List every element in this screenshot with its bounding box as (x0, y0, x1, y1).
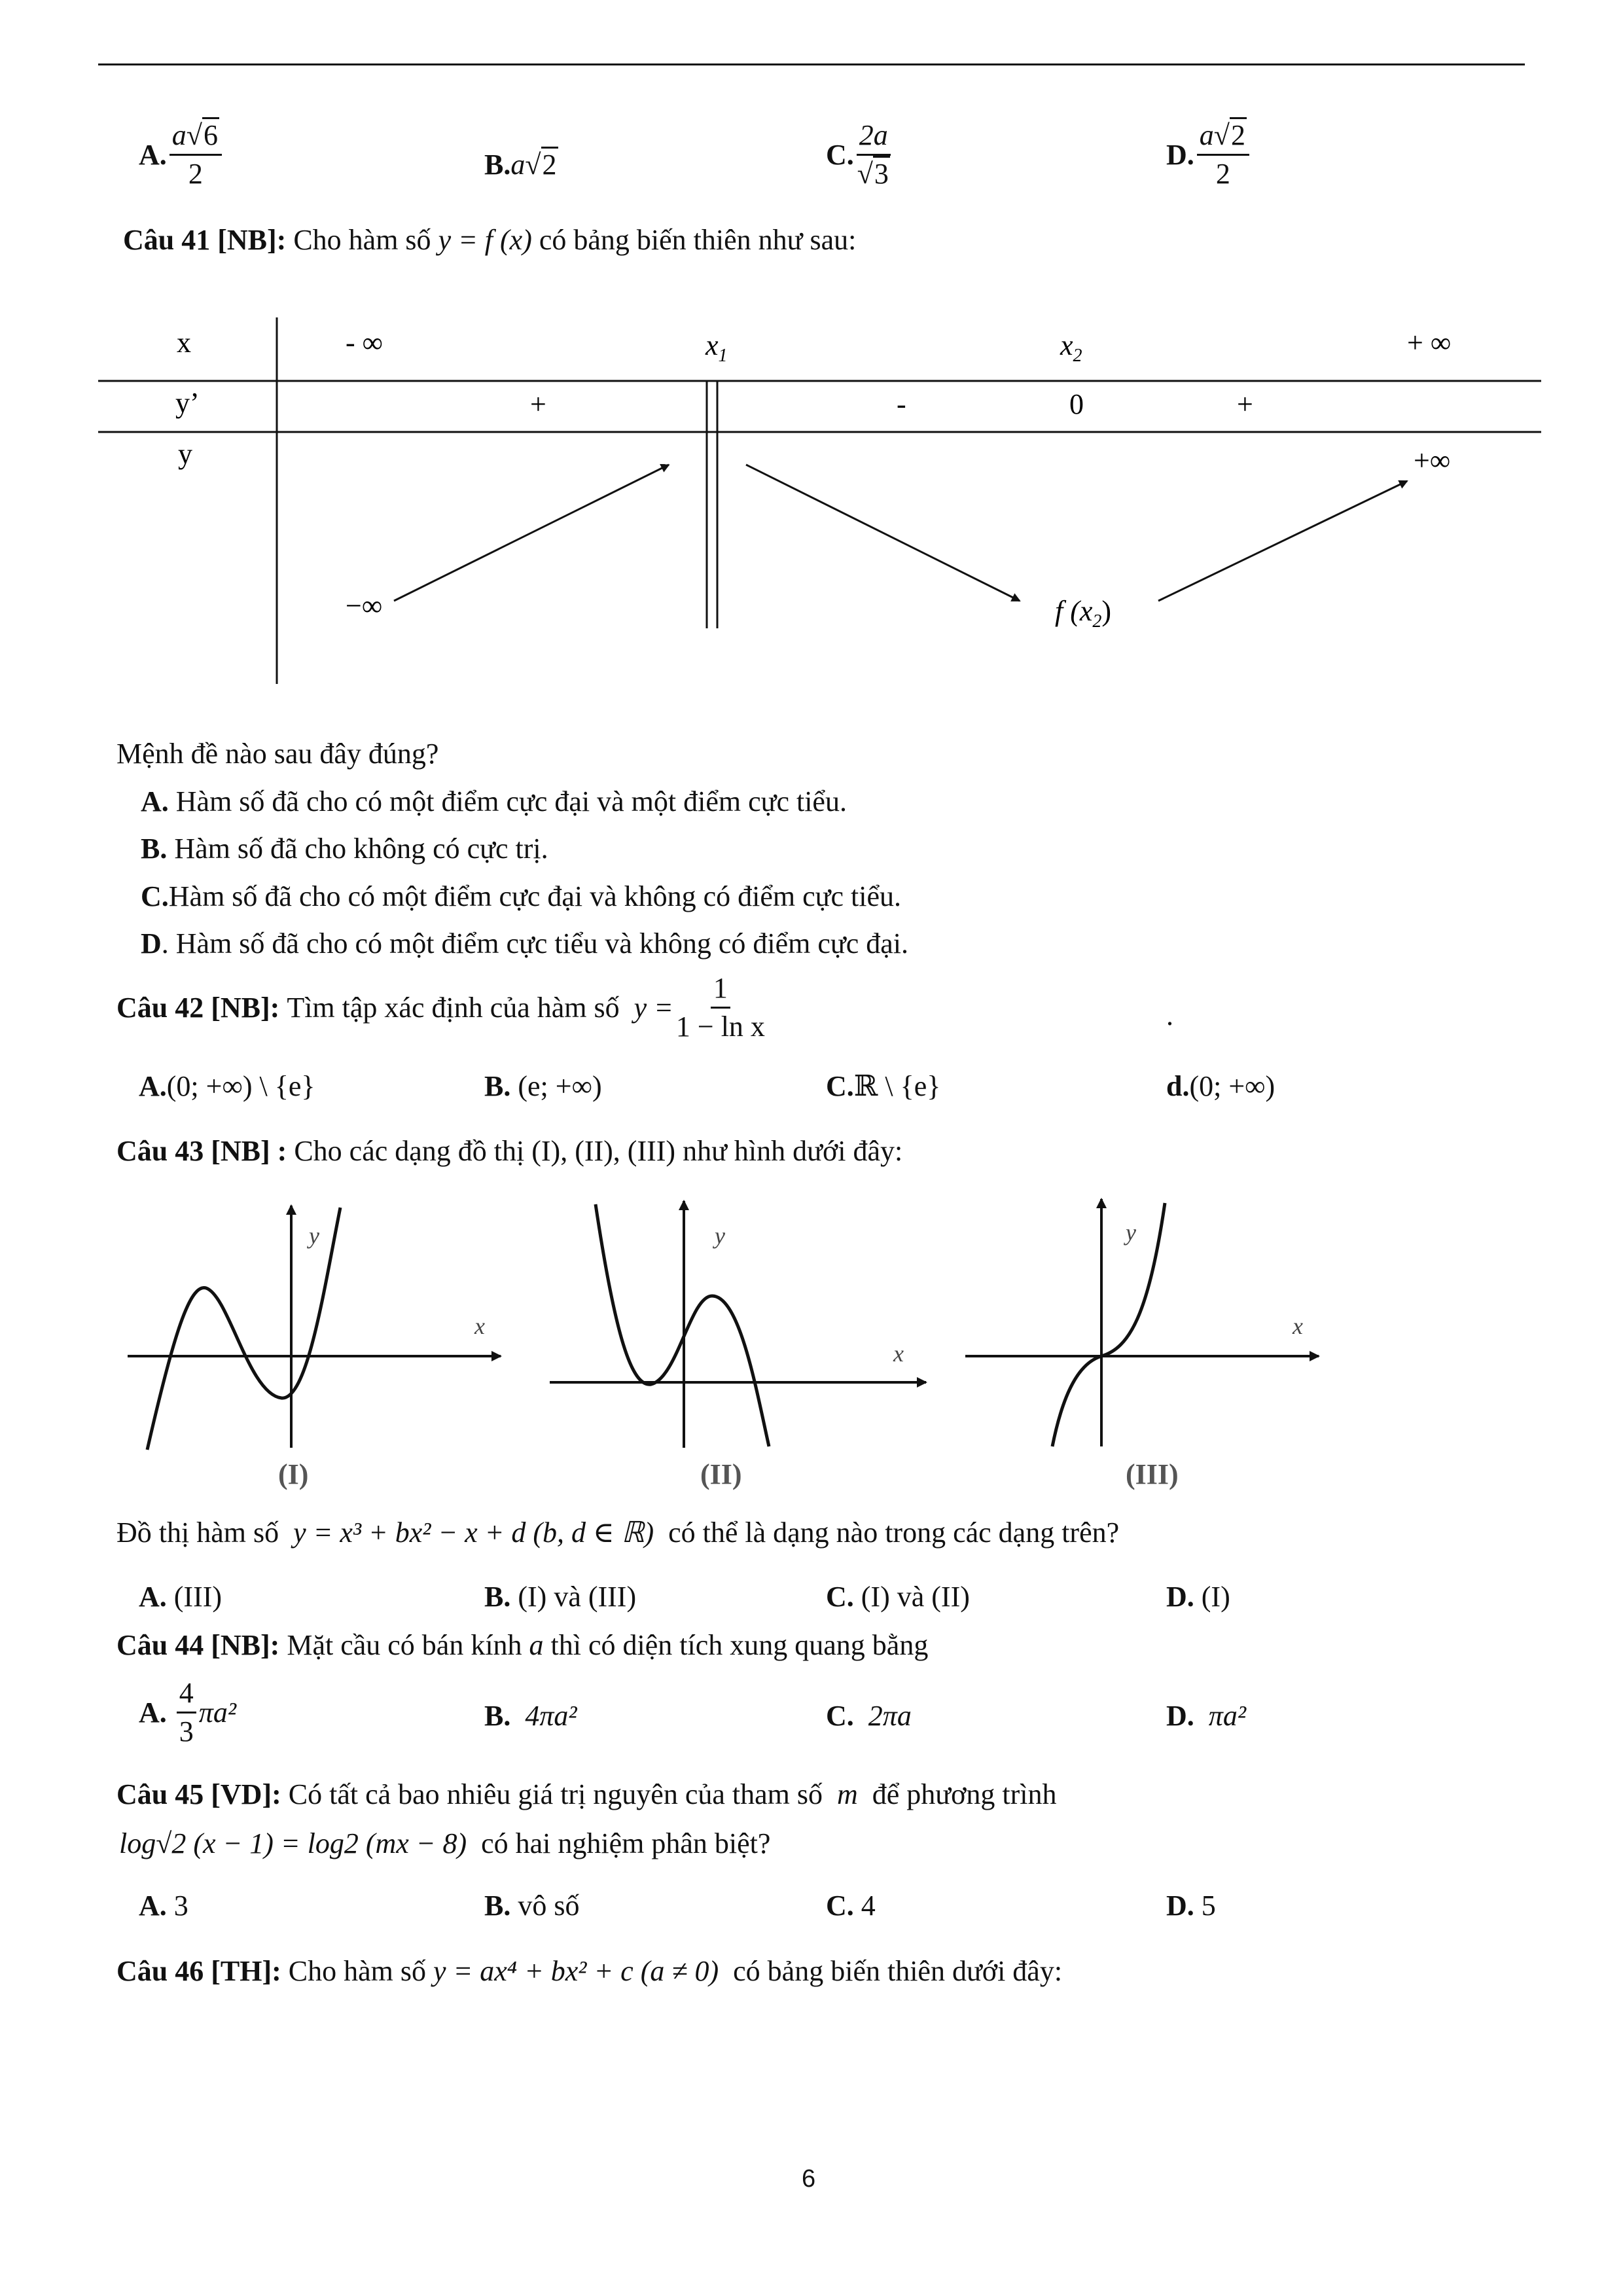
q44-a-den: 3 (179, 1715, 194, 1748)
q41-text-before: Cho hàm số (293, 224, 431, 256)
q40-a-label: A. (139, 138, 167, 171)
q44-d-label: D. (1166, 1700, 1194, 1732)
q40-a-var: a (171, 119, 187, 151)
q46-formula: y = ax⁴ + bx² + c (a ≠ 0) (433, 1955, 719, 1987)
q43-b-label: B. (484, 1581, 511, 1613)
q44-c-text: 2πa (868, 1700, 912, 1732)
q40-b-label: B. (484, 149, 511, 181)
q40-answer-c: C. $\frac{2a}{√3}$ (826, 121, 893, 188)
arrow-increasing-2 (1158, 481, 1407, 601)
q42-dot: . (1166, 999, 1173, 1031)
q43-b-text: (I) và (III) (518, 1581, 637, 1613)
q45-label: Câu 45 [VD]: (116, 1778, 281, 1810)
q44-a-label: A. (139, 1696, 167, 1729)
x2-label: $x_2$ (1060, 329, 1082, 366)
q42-stem (116, 974, 768, 1041)
graph-iii-caption: (III) (1126, 1458, 1179, 1490)
q42-c-text: ℝ \ {e} (853, 1070, 941, 1102)
y-pos-inf: +∞ (1414, 444, 1451, 476)
q40-d-label: D. (1166, 138, 1194, 171)
graph-ii-x-label: x (893, 1340, 904, 1367)
q41-option-b (141, 834, 548, 863)
q43-stem (116, 1137, 902, 1166)
yp-sign-minus: - (897, 388, 906, 420)
graph-iii-x-label: x (1293, 1313, 1303, 1339)
q41-d-label: D (141, 927, 162, 960)
q40-c-num: 2a (857, 121, 891, 156)
q44-option-a (139, 1679, 236, 1746)
q42-c-label: C. (826, 1070, 854, 1102)
arrow-increasing-1 (394, 465, 669, 601)
q43-c-label: C. (826, 1581, 854, 1613)
q41-option-a (141, 787, 847, 816)
q42-option-b (484, 1072, 602, 1101)
graph-ii-y-label: y (715, 1223, 725, 1249)
q44-c-label: C. (826, 1700, 854, 1732)
x-pos-inf: + ∞ (1407, 327, 1452, 359)
q42-option-a (139, 1072, 315, 1101)
q45-option-a (139, 1892, 188, 1920)
q42-label: Câu 42 [NB]: (116, 991, 280, 1024)
q44-label: Câu 44 [NB]: (116, 1629, 280, 1661)
q45-text-after: để phương trình (872, 1778, 1057, 1810)
q41-question: Mệnh đề nào sau đây đúng? (116, 738, 439, 770)
q43-label: Câu 43 [NB] : (116, 1135, 287, 1167)
q44-d-text: πa² (1208, 1700, 1247, 1732)
page-number: 6 (802, 2165, 816, 2193)
q42-d-label: d. (1166, 1070, 1190, 1102)
q43-text: Cho các dạng đồ thị (I), (II), (III) như hình dưới đây: (294, 1135, 903, 1167)
graph-i (118, 1191, 510, 1492)
q41-label: Câu 41 [NB]: (123, 224, 287, 256)
q43-question-before: Đồ thị hàm số (116, 1516, 279, 1549)
graph-i-caption: (I) (278, 1458, 309, 1490)
q44-text-after: thì có diện tích xung quang bằng (550, 1629, 929, 1661)
q44-option-b (484, 1702, 577, 1731)
q42-option-d (1166, 1072, 1275, 1101)
q42-frac-num: 1 (711, 974, 730, 1009)
q42-b-label: B. (484, 1070, 511, 1102)
row-label-y: y (178, 438, 192, 470)
graph-i-y-label: y (309, 1223, 319, 1249)
q45-text-before: Có tất cả bao nhiêu giá trị nguyên của tham số (288, 1778, 823, 1810)
q41-c-label: C. (141, 880, 169, 912)
q40-b-root: 2 (541, 147, 558, 181)
q41-b-label: B. (141, 833, 168, 865)
q41-c-text: Hàm số đã cho có một điểm cực đại và không có điểm cực tiểu. (168, 880, 902, 912)
q40-c-root: 3 (873, 156, 890, 190)
q45-c-text: 4 (853, 1890, 876, 1922)
q42-a-label: A. (139, 1070, 167, 1102)
q40-a-root: 6 (202, 117, 219, 151)
q41-b-text: Hàm số đã cho không có cực trị. (167, 833, 548, 865)
q44-option-c (826, 1702, 912, 1731)
x-neg-inf: - ∞ (346, 327, 383, 359)
q43-a-label: A. (139, 1581, 167, 1613)
q45-d-label: D. (1166, 1890, 1194, 1922)
q44-option-d (1166, 1702, 1246, 1731)
q45-option-d (1166, 1892, 1216, 1920)
q45-a-text: 3 (166, 1890, 188, 1922)
q43-formula: y = x³ + bx² − x + d (b, d ∈ ℝ) (293, 1516, 654, 1549)
q42-y-eq: y = (633, 991, 673, 1024)
q46-label: Câu 46 [TH]: (116, 1955, 281, 1987)
q42-a-text: (0; +∞) \ {e} (166, 1070, 315, 1102)
graph-iii-y-label: y (1126, 1219, 1136, 1246)
yp-sign-plus-2: + (1237, 388, 1253, 420)
q44-var: a (529, 1629, 544, 1661)
q41-stem (123, 226, 856, 255)
q40-d-den: 2 (1215, 158, 1230, 190)
q45-eq-after: có hai nghiệm phân biệt? (481, 1827, 771, 1859)
q45-a-label: A. (139, 1890, 167, 1922)
header-rule (98, 63, 1525, 65)
q41-option-c (141, 882, 901, 911)
q43-option-d (1166, 1583, 1230, 1611)
row-label-yprime: y’ (175, 387, 200, 419)
q41-text-after: có bảng biến thiên như sau: (539, 224, 857, 256)
q40-b-var: a (510, 149, 526, 181)
yp-sign-plus-1: + (530, 388, 546, 420)
q45-option-c (826, 1892, 876, 1920)
q45-d-text: 5 (1194, 1890, 1216, 1922)
graph-iii-curve (1052, 1203, 1165, 1446)
q44-a-rest: πa² (198, 1696, 237, 1729)
q41-formula: y = f (x) (438, 224, 532, 256)
graph-ii (543, 1191, 936, 1492)
q45-b-text: vô số (510, 1890, 580, 1922)
q46-text-before: Cho hàm số (288, 1955, 427, 1987)
q42-b-text: (e; +∞) (518, 1070, 602, 1102)
yp-zero: 0 (1069, 388, 1084, 420)
q43-question (116, 1518, 1119, 1547)
q45-stem (116, 1780, 1057, 1809)
q41-d-text: . Hàm số đã cho có một điểm cực tiểu và không có điểm cực đại. (161, 927, 909, 960)
y-neg-inf: −∞ (346, 590, 383, 622)
q45-equation: log√2 (x − 1) = log2 (mx − 8) (119, 1827, 467, 1859)
q44-b-text: 4πa² (525, 1700, 577, 1732)
q44-text-before: Mặt cầu có bán kính (287, 1629, 522, 1661)
graph-i-x-label: x (474, 1313, 485, 1339)
q43-option-c (826, 1583, 970, 1611)
q40-c-label: C. (826, 138, 854, 171)
graph-ii-curve (596, 1204, 769, 1446)
q44-stem (116, 1631, 928, 1660)
q41-a-text: Hàm số đã cho có một điểm cực đại và một điểm cực tiểu. (168, 785, 847, 817)
q44-a-num: 4 (177, 1679, 196, 1713)
q42-frac-den: 1 − ln x (675, 1011, 765, 1043)
q42-text: Tìm tập xác định của hàm số (287, 991, 620, 1024)
q46-stem (116, 1957, 1062, 1986)
graph-iii (962, 1191, 1329, 1492)
q43-question-after: có thể là dạng nào trong các dạng trên? (668, 1516, 1120, 1549)
q40-answer-a: A. $\frac{a√6}{2}$ (139, 121, 224, 188)
y-f-x2: f $(x_2)$ (1055, 595, 1112, 632)
q45-c-label: C. (826, 1890, 854, 1922)
arrow-decreasing (746, 465, 1020, 601)
q41-a-label: A. (141, 785, 169, 817)
q40-a-den: 2 (188, 158, 203, 190)
q46-text-after: có bảng biến thiên dưới đây: (733, 1955, 1063, 1987)
q40-d-var: a (1199, 119, 1214, 151)
q45-var: m (836, 1778, 858, 1810)
q45-equation-line (119, 1829, 770, 1858)
q42-d-text: (0; +∞) (1189, 1070, 1275, 1102)
q43-a-text: (III) (173, 1581, 223, 1613)
q44-b-label: B. (484, 1700, 511, 1732)
q43-option-b (484, 1583, 636, 1611)
q42-option-c (826, 1072, 940, 1101)
x1-label: $x_1$ (705, 329, 728, 366)
q45-option-b (484, 1892, 579, 1920)
q40-answer-d: D. $\frac{a√2}{2}$ (1166, 121, 1252, 188)
q40-answer-b: B.a√2 (484, 151, 558, 179)
q43-d-text: (I) (1201, 1581, 1230, 1613)
q41-variation-table (98, 308, 1551, 700)
q40-d-root: 2 (1230, 117, 1247, 151)
q43-c-text: (I) và (II) (861, 1581, 970, 1613)
q41-option-d (141, 929, 908, 958)
q45-b-label: B. (484, 1890, 511, 1922)
q43-option-a (139, 1583, 222, 1611)
graph-ii-caption: (II) (700, 1458, 742, 1490)
q43-d-label: D. (1166, 1581, 1194, 1613)
row-label-x: x (177, 327, 191, 359)
